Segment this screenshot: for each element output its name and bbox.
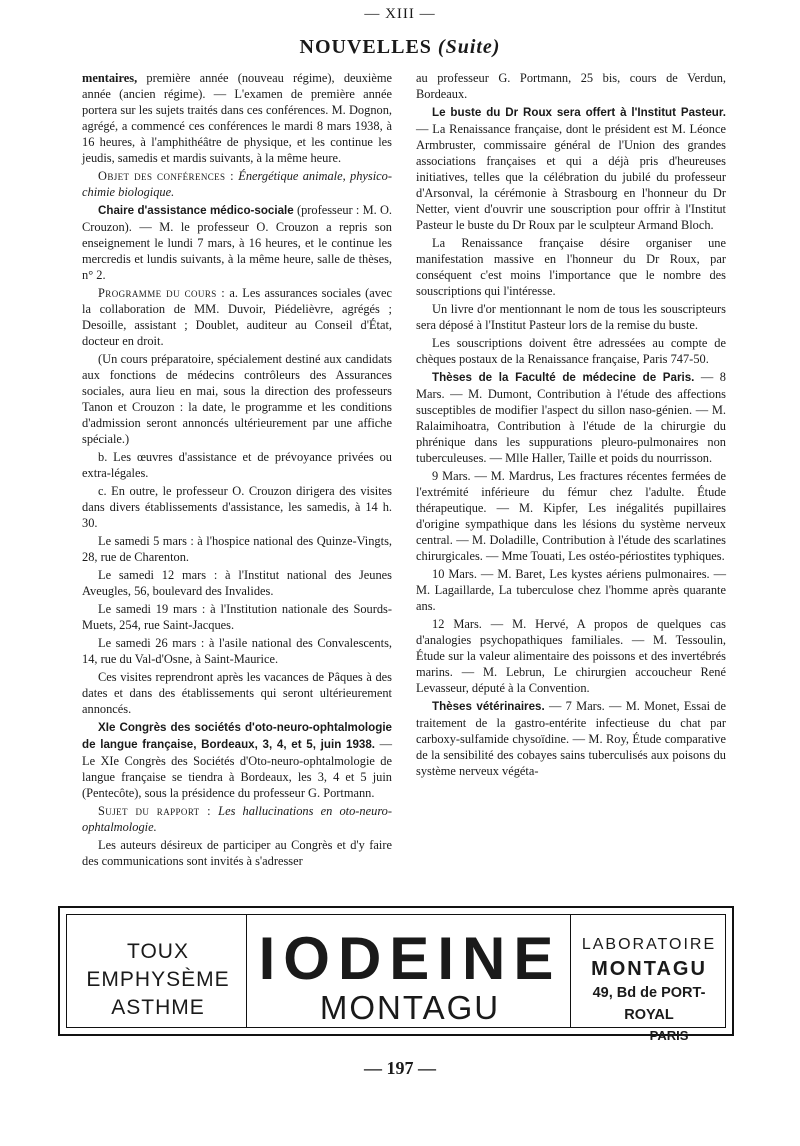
paragraph: Programme du cours : a. Les assurances sociales (avec la collaboration de MM. Duvoir, Piédelièvre, agrégés ; Desoille, assistant ; Doublet, auditeur au Conseil d'État, docteur en droit.	[82, 286, 392, 348]
paragraph: Un livre d'or mentionnant le nom de tous les souscripteurs sera déposé à l'Institut Pasteur lors de la remise du buste.	[416, 302, 726, 332]
page-number: — 197 —	[364, 1058, 436, 1078]
paragraph: 10 Mars. — M. Baret, Les kystes aériens pulmonaires. — M. Lagaillarde, La tuberculose chez l'homme après quarante ans.	[416, 567, 726, 613]
right-column	[416, 70, 726, 781]
section-heading: Chaire d'assistance médico-sociale	[98, 204, 294, 217]
paragraph: Les souscriptions doivent être adressées au compte de chèques postaux de la Renaissance française, Paris 747-50.	[416, 336, 726, 366]
title-suite: (Suite)	[437, 36, 501, 58]
ad-brand-name: IODEINE	[258, 925, 562, 992]
paragraph: (Un cours préparatoire, spécialement destiné aux candidats aux fonctions de médecins contrôleurs des Assurances sociales, aura lieu en mai, sous la direction des professeurs Tanon et Crouzon : la date, le programme et les conditions d'admission seront annoncés ultérieurement par une affiche spéciale.)	[82, 352, 392, 446]
paragraph: Le samedi 19 mars : à l'Institution nationale des Sourds-Muets, 254, rue Saint-Jacques.	[82, 602, 392, 632]
paragraph: c. En outre, le professeur O. Crouzon dirigera des visites dans divers établissements d'assistance, les samedis, à 14 h. 30.	[82, 484, 392, 530]
paragraph: La Renaissance française désire organiser une manifestation massive en l'honneur du Dr Roux, par conséquent c'est moins l'importance que le nombre des souscriptions qui l'intéresse.	[416, 236, 726, 298]
paragraph: b. Les œuvres d'assistance et de prévoyance privées ou extra-légales.	[82, 450, 392, 480]
ad-lab-name: MONTAGU	[591, 958, 707, 980]
paragraph: Les auteurs désireux de participer au Congrès et d'y faire des communications sont invités à s'adresser	[82, 838, 392, 868]
ad-divider-left	[246, 914, 247, 1028]
ad-indication-line: TOUX	[127, 940, 189, 963]
paragraph: Sujet du rapport : Les hallucinations en oto-neuro-ophtalmologie.	[82, 804, 393, 834]
ad-lab-address: 49, Bd de PORT-ROYAL	[592, 985, 706, 1023]
paragraph: mentaires, première année (nouveau régime), deuxième année (ancien régime). — L'examen de première année portera sur les sujets traités dans ces conférences. M. Dognon, agrégé, a commencé ces conférences le mardi 8 mars 1938, à 16 heures, à l'amphithéâtre de physique, et les continue les jeudis, samedis et mardis suivants, à la même heure.	[82, 71, 392, 165]
section-heading: Thèses de la Faculté de médecine de Paris.	[432, 371, 695, 384]
ad-product	[252, 925, 568, 1026]
paragraph: Thèses vétérinaires. — 7 Mars. — M. Monet, Essai de traitement de la gastro-entérite infectieuse du chat par carboxy-sulfamide chysoïdine. — M. Roy, Étude comparative de la sensibilité des cobayes sains tuberculisés aux poisons du système nerveux végéta-	[416, 699, 727, 778]
paragraph: Le buste du Dr Roux sera offert à l'Institut Pasteur. — La Renaissance française, dont le président est M. Léonce Armbruster, commissaire général de l'Union des grandes associations françaises et qui a déjà pris d'heureuses initiatives, telles que la célébration du jubilé du professeur d'Arsonval, la cérémonie à Strasbourg en l'honneur du Dr Netter, vient d'ouvrir une souscription pour offrir à l'Institut Pasteur le buste du Dr Roux par le sculpteur Armand Bloch.	[416, 106, 726, 232]
ad-lab-city: PARIS	[649, 1028, 689, 1043]
section-heading: Le buste du Dr Roux sera offert à l'Institut Pasteur.	[432, 106, 726, 119]
paragraph: 12 Mars. — M. Hervé, A propos de quelques cas d'analogies psychopathiques familiales. — M. Tessoulin, Étude sur la valeur alimentaire des poissons et des invertébrés marins. — M. Lebrun, Le chirurgien accoucheur René Levasseur, député à la Convention.	[416, 617, 726, 695]
ad-indication-line: EMPHYSÈME	[86, 968, 230, 991]
paragraph: XIe Congrès des sociétés d'oto-neuro-ophtalmologie de langue française, Bordeaux, 3, 4, et 5, juin 1938. — Le XIe Congrès des Sociétés d'Oto-neuro-ophtalmologie de langue française se tiendra à Bordeaux, les 3, 4 et 5 juin (Pentecôte), sous la présidence du professeur G. Portmann.	[82, 721, 392, 800]
title-main: NOUVELLES	[299, 36, 432, 58]
ad-laboratory	[574, 934, 724, 1046]
ad-brand-sub: MONTAGU	[319, 989, 501, 1026]
page-title	[0, 36, 800, 59]
paragraph: 9 Mars. — M. Mardrus, Les fractures récentes fermées de l'extrémité inférieure du fémur chez l'adulte. Étude thérapeutique. — M. Kipfer, Les inégalités pupillaires d'origine sympathique dans les lésions du système nerveux central. — M. Doladille, Contribution à l'étude des scarlatines chirurgicales. — Mme Touati, Les ostéo-périostites typhiques.	[416, 469, 726, 563]
ad-lab-line: LABORATOIRE	[581, 936, 717, 953]
paragraph: Objet des conférences : Énergétique animale, physico-chimie biologique.	[82, 169, 392, 199]
section-heading: Thèses vétérinaires.	[432, 700, 545, 713]
paragraph: Le samedi 5 mars : à l'hospice national des Quinze-Vingts, 28, rue de Charenton.	[82, 534, 392, 564]
paragraph: Chaire d'assistance médico-sociale (professeur : M. O. Crouzon). — M. le professeur O. Crouzon a repris son enseignement le lundi 7 mars, à 16 heures, et le continue les mercredis et lundis suivants, à la même heure, salle de thèses, n° 2.	[82, 203, 392, 282]
paragraph: Ces visites reprendront après les vacances de Pâques à des dates et dans des établissements qui seront ultérieurement annoncés.	[82, 670, 392, 716]
ad-divider-right	[570, 914, 571, 1028]
paragraph: au professeur G. Portmann, 25 bis, cours de Verdun, Bordeaux.	[416, 71, 726, 101]
paragraph: Le samedi 26 mars : à l'asile national des Convalescents, 14, rue du Val-d'Osne, à Saint-Maurice.	[82, 636, 392, 666]
section-heading: XIe Congrès des sociétés d'oto-neuro-ophtalmologie de langue française, Bordeaux, 3, 4, et 5, juin 1938.	[82, 721, 392, 751]
left-column	[82, 70, 392, 871]
advertisement-box	[58, 906, 734, 1043]
paragraph: Thèses de la Faculté de médecine de Paris. — 8 Mars. — M. Dumont, Contribution à l'étude des affections susceptibles de modifier l'aspect du sillon naso-génien. — M. Ralaimihoatra, Contribution à l'étude de la chirurgie du phrénique dans les suppurations pleuro-pulmonaires non tuberculeuses. — Mlle Haller, Taille et poids du nourrisson.	[416, 370, 726, 465]
roman-page-number: — XIII —	[364, 6, 436, 22]
lead-word: mentaires,	[82, 71, 138, 85]
paragraph: Le samedi 12 mars : à l'Institut national des Jeunes Aveugles, 56, boulevard des Invalides.	[82, 568, 392, 598]
ad-indications	[74, 938, 242, 1022]
ad-indication-line: ASTHME	[111, 996, 205, 1019]
